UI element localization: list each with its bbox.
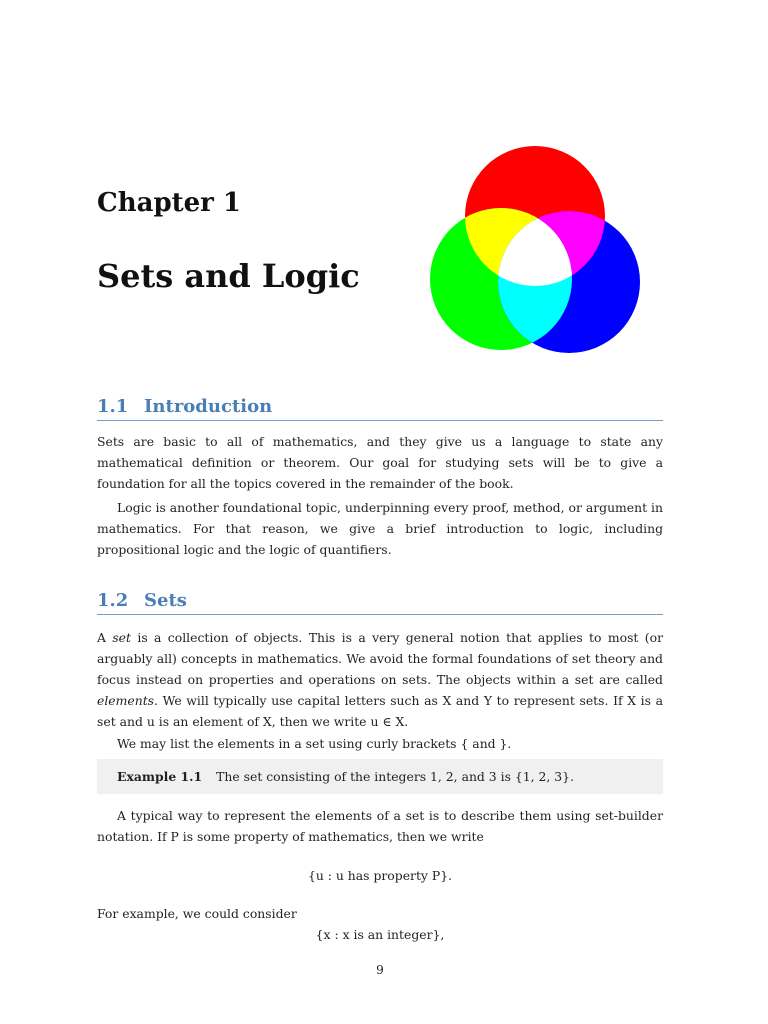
chapter-label: Chapter 1 (97, 188, 242, 218)
section-heading-sets (97, 590, 663, 615)
example-label: Example 1.1 (117, 769, 203, 784)
section-title: Sets (144, 590, 187, 611)
sets-paragraph-1: A set is a collection of objects. This is a very general notion that applies to most (or arguably all) concepts in mathematics. We avoid the formal foundations of set theory and focus instead on properties and operations on sets. The objects within a set are called elements. We will typically use capital letters such as X and Y to represent sets. If X is a set and u is an element of X, then we write u ∈ X. (97, 630, 664, 729)
section-heading-introduction (97, 396, 663, 421)
display-math-integers: {x : x is an integer}, (315, 927, 445, 942)
term-set: set (112, 630, 131, 645)
display-math-set-builder: {u : u has property P}. (307, 868, 453, 883)
section-title: Introduction (144, 396, 273, 417)
sets-paragraph-4: For example, we could consider (97, 906, 297, 921)
rgb-venn-diagram (425, 143, 645, 358)
section-number: 1.2 (97, 590, 129, 611)
section-number: 1.1 (97, 396, 129, 417)
chapter-title: Sets and Logic (97, 257, 360, 295)
intro-paragraph-1: Sets are basic to all of mathematics, and they give us a language to state any mathematical definition or theorem. Our goal for studying sets will be to give a foundation for all the topics covered in the remainder of the book. (97, 434, 663, 491)
intro-paragraph-2: Logic is another foundational topic, underpinning every proof, method, or argument in mathematics. For that reason, we give a brief introduction to logic, including propositional logic and the logic of quantifiers. (97, 500, 663, 557)
sets-paragraph-3: A typical way to represent the elements of a set is to describe them using set-builder notation. If P is some property of mathematics, then we write (97, 808, 663, 844)
term-elements: elements (97, 693, 155, 708)
example-text: The set consisting of the integers 1, 2, and 3 is {1, 2, 3}. (216, 769, 574, 784)
page-number: 9 (376, 963, 384, 977)
example-box (97, 759, 663, 794)
sets-paragraph-2: We may list the elements in a set using curly brackets { and }. (117, 736, 512, 751)
